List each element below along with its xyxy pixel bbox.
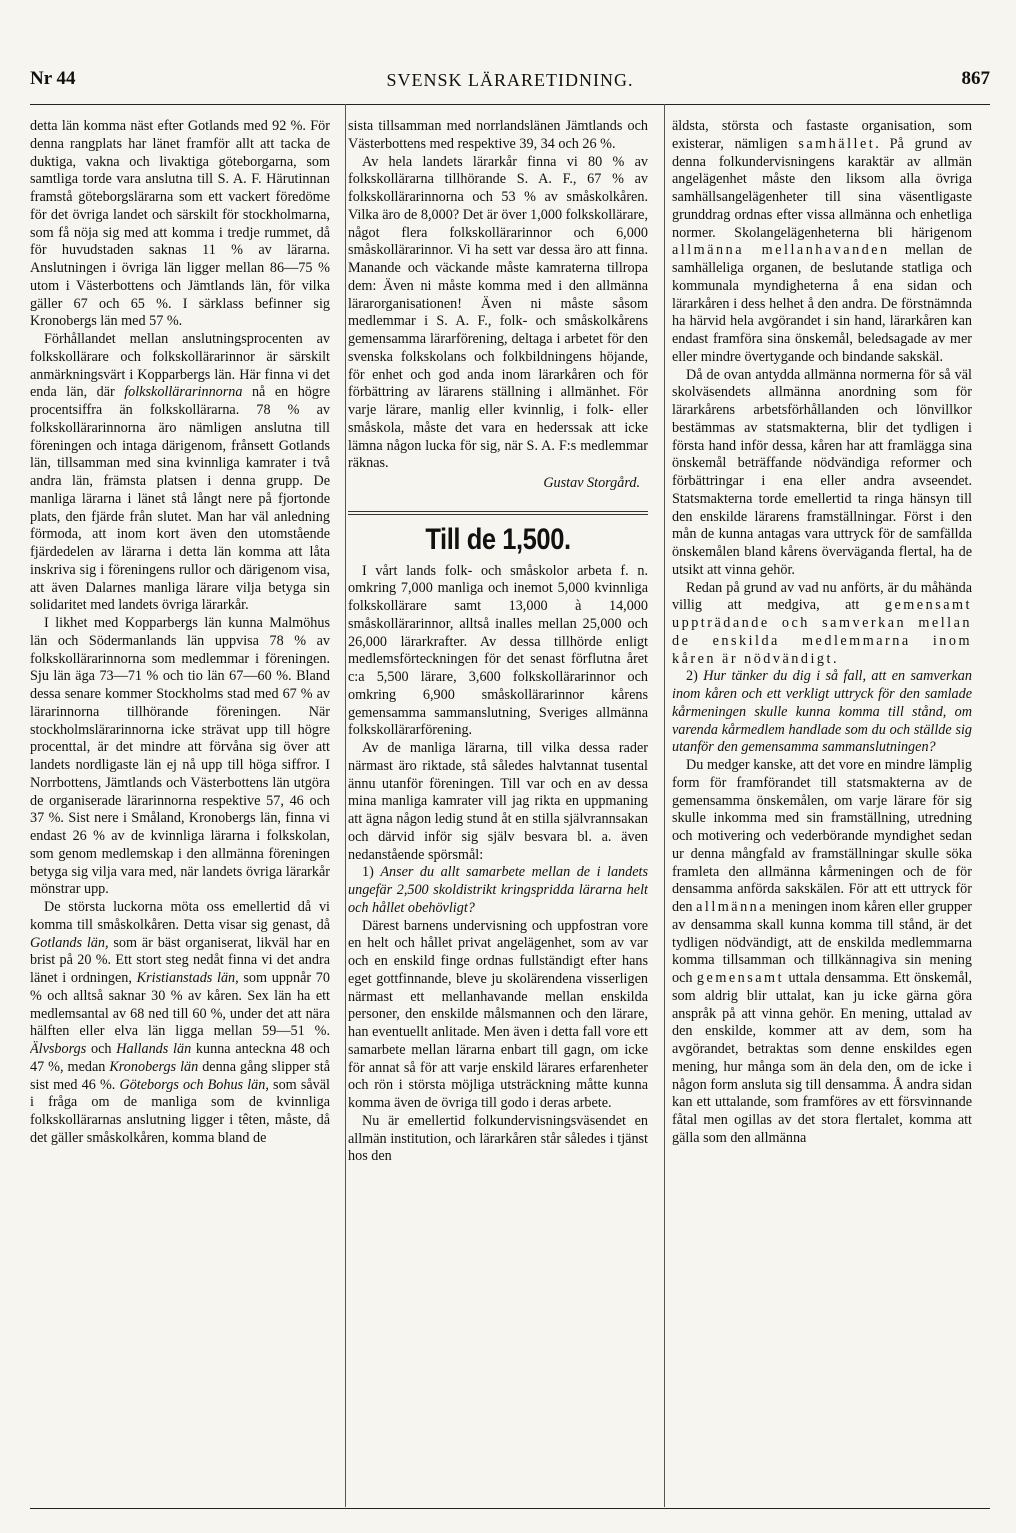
page-number: 867 bbox=[961, 68, 990, 89]
paragraph: sista tillsamman med norrlandslänen Jämtlands och Västerbottens med respektive 39, 34 och 26 %. bbox=[348, 118, 648, 152]
article-separator bbox=[348, 511, 648, 515]
paragraph: Nu är emellertid folkundervisningsväsendet en allmän institution, och lärarkåren står således i tjänst hos den bbox=[348, 1112, 648, 1165]
column-2 bbox=[348, 118, 648, 1508]
paragraph: Av de manliga lärarna, till vilka dessa rader närmast äro riktade, stå således halvtannat tusental ännu utanför föreningen. Till var och en av dessa mina manliga kamrater vill jag rikta en uppmaning att ägna någon ledig stund åt en stilla självrannsakan och därvid inför sig själv besvara bl. a. även nedanstående spörsmål: bbox=[348, 740, 648, 863]
column-divider-1 bbox=[345, 104, 346, 1507]
paragraph: Då de ovan antydda allmänna normerna för så väl skolväsendets allmänna anordning som för lärarkårens arbetsförhållanden och lönvillkor bestämmas av statsmakterna, blir det tydligen i första hand inför dessa, kåren har att framlägga sina önskemål beträffande nödvändiga reformer och förbättringar i ena eller andra avseendet. Statsmakterna torde emellertid ta ringa hänsyn till den enskilde lärarens framställningar. Först i den mån de kunna antagas vara uttryck för de samfällda önskemålen bland kårens överväganda flertal, ha de utsikt att vinna gehör. bbox=[672, 366, 972, 578]
paragraph: Av hela landets lärarkår finna vi 80 % av folkskollärarna tillhörande S. A. F., 67 % av folkskollärarinnorna och 53 % av småskolkåren. Vilka äro de 8,000? Det är över 1,000 folkskollärare, något flera folkskollärarinnor och 6,000 småskollärarinnor. Vi ha sett var dessa äro att finna. Manande och väckande måste kamraterna tillropa dem: Även ni måste komma med i den allmänna lärarorganisationen! Även ni måste såsom medlemmar i S. A. F., folk- och småskolkårens gemensamma lärarförening, deltaga i arbetet för den svenska folkskolans och folkbildningens höjande, för enhet och god anda inom lärarkåren och för förbättring av lärarens ställning i allmänhet. För varje lärare, manlig eller kvinnlig, i folk- eller småskola, måste det vara en hederssak att icke lämna någon lucka för sig, när S. A. F:s medlemmar räknas. bbox=[348, 153, 648, 472]
question-2: 2) Hur tänker du dig i så fall, att en samverkan inom kåren och ett verkligt uttryck för den samlade kårmeningen skulle kunna komma till stånd, om varenda kårmedlem handlade som du och ställde sig utanför den gemensamma sammanslutningen? bbox=[672, 668, 972, 756]
paragraph: Förhållandet mellan anslutningsprocenten av folkskollärare och folkskollärarinnor är särskilt anmärkningsvärt i Kopparbergs län. Här finna vi det enda län, där folkskollärarinnorna nå en högre procentsiffra än folkskollärarna. 78 % av folkskollärarinnorna äro nämligen anslutna till föreningen och intaga därigenom, frånsett Gotlands län, tillsamman med sina kvinnliga kamrater i två andra län, främsta platsen i denna grupp. De manliga lärarna i länet stå långt nere på fjortonde plats, den fjärde från slutet. Man har väl anledning förmoda, att inom kort även den utomstående fjärdedelen av lärarna i detta län komma att låta inskriva sig i föreningens rullor och därigenom visa, att även Dalarnes manliga lärare vilja betyga sin solidaritet med landets övriga lärarkår. bbox=[30, 331, 330, 614]
paragraph: I likhet med Kopparbergs län kunna Malmöhus län och Södermanlands län uppvisa 78 % av folkskollärarinnorna som medlemmar i föreningen. Sju län äga 73—71 % och tio län 67—60 %. Bland dessa senare kommer Stockholms stad med 67 % av lärarinnorna tillhörande föreningen. När stockholmslärarinnorna icke strävat upp till högre procenttal, är det mindre att förvåna sig över att landets nordligaste län ej nå upp till höga siffror. I Norrbottens, Jämtlands och Västerbottens län utgöra de organiserade lärarinnorna respektive 57, 46 och 37 %. Sist nere i Småland, Kronobergs län, finna vi endast 26 % av de kvinnliga lärarna i folkskolan, som genom medlemskap i den allmänna föreningen betyga sig vilja vara med, när landets övriga lärarkår mönstrar upp. bbox=[30, 615, 330, 898]
column-divider-2 bbox=[664, 104, 665, 1507]
paragraph: detta län komma näst efter Gotlands med 92 %. För denna rangplats har länet framför allt att tacka de duktiga, vakna och livaktiga göteborgarna, som samtliga torde vara anslutna till S. A. F. Härutinnan framstå göteborgslärarna som ett vackert föredöme för det övriga landet och särskilt för stockholmarna, som få nöja sig med att komma i tredje rummet, då för huvudstaden saknas 11 % av lärarna. Anslutningen i övriga län ligger mellan 86—75 % utom i Västerbottens och Jämtlands län, för vilka gäller 67 och 65 %. I särklass befinner sig Kronobergs län med 57 %. bbox=[30, 118, 330, 330]
paragraph: De största luckorna möta oss emellertid då vi komma till småskolkåren. Detta visar sig genast, då Gotlands län, som är bäst organiserat, likväl har en brist på 20 %. Ett stort steg nedåt finna vi det andra länet i ordningen, Kristianstads län, som uppnår 70 % och alltså saknar 30 % av kåren. Sex län ha ett medlemsantal av 68 ned till 60 %, under det att nära hälften eller elva län ligga mellan 59—51 %. Älvsborgs och Hallands län kunna anteckna 48 och 47 %, medan Kronobergs län denna gång slipper stå sist med 46 %. Göteborgs och Bohus län, som såväl i fråga om de manliga som de kvinnliga folkskollärarnas anslutning ligger i têten, måste, då det gäller småskolkåren, komma bland de bbox=[30, 899, 330, 1146]
question-1: 1) Anser du allt samarbete mellan de i landets ungefär 2,500 skoldistrikt kringspridda lärarna helt och hållet obehövligt? bbox=[348, 864, 648, 916]
journal-title: SVENSK LÄRARETIDNING. bbox=[386, 70, 634, 90]
issue-number: Nr 44 bbox=[30, 68, 76, 89]
footer-rule bbox=[30, 1508, 990, 1509]
paragraph: I vårt lands folk- och småskolor arbeta f. n. omkring 7,000 manliga och inemot 5,000 kvinnliga folkskollärare samt 13,000 à 14,000 småskollärarinnor, alltså inalles mellan 25,000 och 26,000 lärarkrafter. Av dessa tillhörde enligt medlemsförteckningen för det senast förflutna året c:a 5,500 lärare, 3,600 folkskollärarinnor och omkring 6,900 småskollärarinnor kårens gemensamma sammanslutning, Sveriges allmänna folkskollärarförening. bbox=[348, 562, 648, 739]
header-rule bbox=[30, 104, 990, 105]
paragraph: Därest barnens undervisning och uppfostran vore en helt och hållet privat angelägenhet, som av var och en enskild finge ordnas fullständigt efter hans eget gottfinnande, bleve ju skolärendena visserligen närmast ett mellanhavande mellan enskilda personer, den enskilde målsmannen och den lärare, han eventuellt anlitade. Men även i detta fall vore ett samarbete mellan lärarna enbart till gagn, om icke för annat så för att varje enskild lärares erfarenheter och rön i största möjliga utsträckning måtte kunna komma även de övriga till godo i deras arbete. bbox=[348, 917, 648, 1111]
column-1 bbox=[30, 118, 330, 1508]
paragraph: äldsta, största och fastaste organisation, som existerar, nämligen samhället. På grund av denna folkundervisningens karaktär av allmän angelägenhet måste den liksom alla övriga samhällsangelägenheter till sina väsentligaste grunddrag ordnas efter vissa allmänna och enhetliga normer. Skolangelägenheterna bli härigenom allmänna mellanhavanden mellan de samhälleliga organen, de beslutande statliga och kommunala myndigheterna å ena sidan och lärarkåren i dess helhet å den andra. De förstnämnda ha härvid hela avgörandet i sin hand, lärarkåren kan endast framföra sina önskemål, beledsagade av mer eller mindre övertygande och bindande sakskäl. bbox=[672, 118, 972, 365]
paragraph: Du medger kanske, att det vore en mindre lämplig form för framförandet till statsmakterna av de gemensamma önskemålen, om varje lärare för sig skulle inkomma med sin framställning, utredning och motivering och vederbörande myndighet sedan ur denna mångfald av framställningar skulle söka framleta den allmänna kårmeningen och de för densamma anförda sakskälen. För att ett uttryck för den allmänna meningen inom kåren eller grupper av densamma skall kunna komma till stånd, är det tydligen nödvändigt, att de enskilda medlemmarna komma tillsamman och tillkännagiva sin mening och gemensamt uttala densamma. Ett önskemål, som aldrig blir uttalat, kan ju icke gärna göra anspråk på att vinna gehör. En mening, uttalad av den enskilde, kommer att av dem, som ha avgörandet, betraktas som denne enskildes egen mening, hur många som än dela den, om de icke i någon form ansluta sig till densamma. Å andra sidan kan ett uttalande, som framföres av ett försvinnande fåtal men ogillas av det stora flertalet, komma att gälla som den allmänna bbox=[672, 757, 972, 1146]
article-title: Till de 1,500. bbox=[425, 522, 571, 556]
page-header bbox=[30, 66, 990, 100]
paragraph: Redan på grund av vad nu anförts, är du måhända villig att medgiva, att gemensamt uppträdande och samverkan mellan de enskilda medlemmarna inom kåren är nödvändigt. bbox=[672, 579, 972, 667]
column-3 bbox=[672, 118, 972, 1508]
author-signature: Gustav Storgård. bbox=[543, 475, 640, 491]
